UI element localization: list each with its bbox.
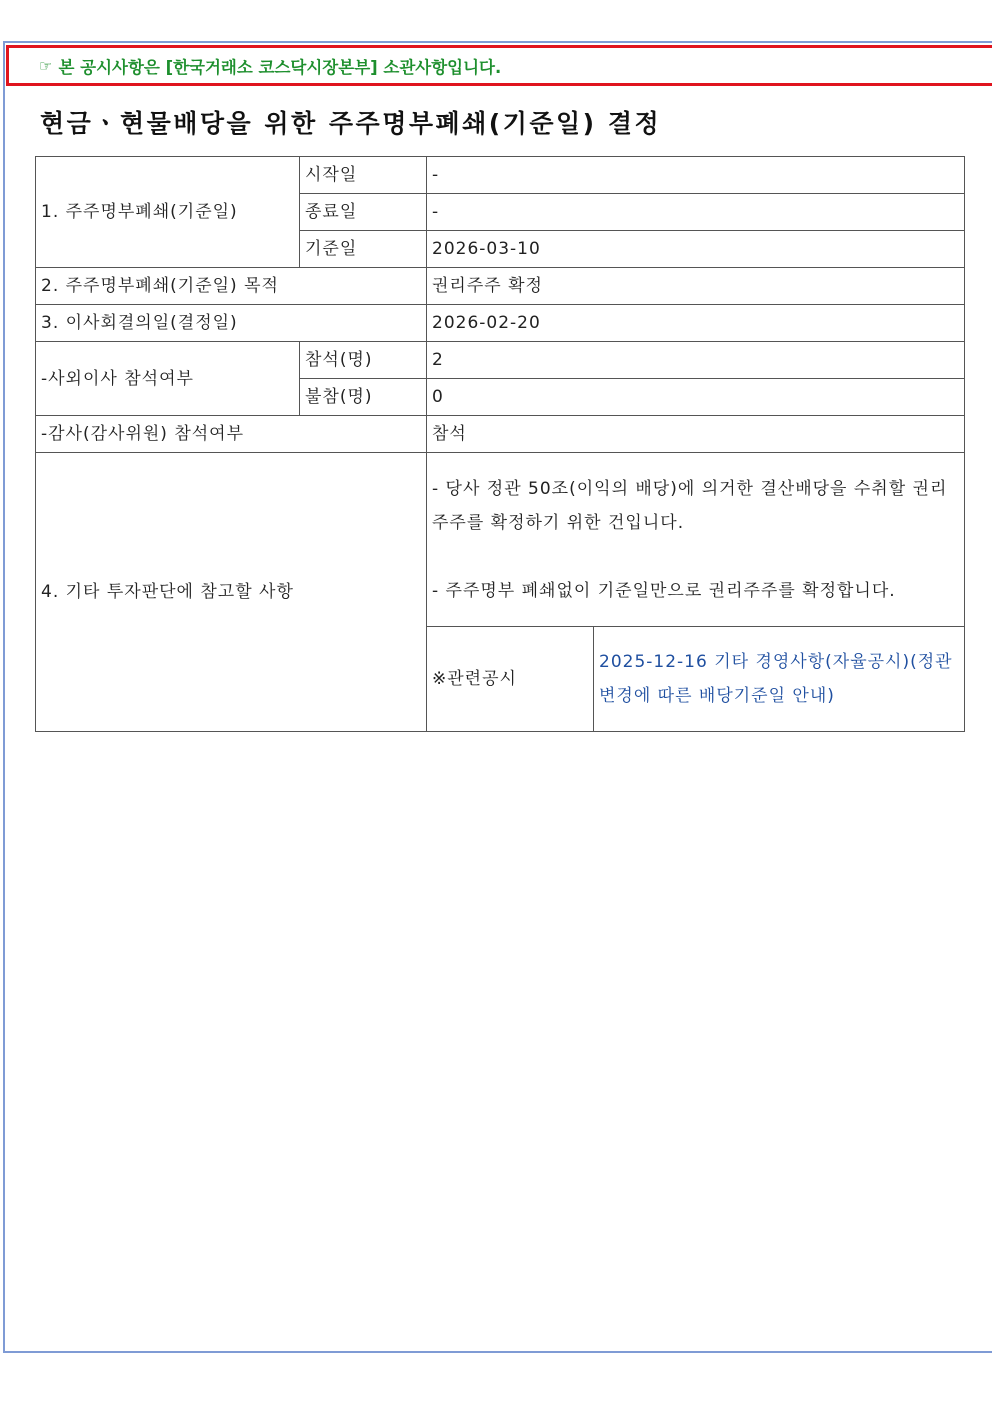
auditor-attendance-value: 참석	[427, 416, 965, 453]
purpose-label: 2. 주주명부폐쇄(기준일) 목적	[36, 268, 427, 305]
board-resolution-date-value: 2026-02-20	[427, 305, 965, 342]
other-notes-value	[427, 453, 965, 627]
table-row	[36, 157, 965, 194]
related-disclosure-cell	[594, 627, 965, 732]
absent-count-label: 불참(명)	[300, 379, 427, 416]
page-title: 현금ㆍ현물배당을 위한 주주명부폐쇄(기준일) 결정	[40, 109, 662, 138]
end-date-value: -	[427, 194, 965, 231]
related-disclosure-link[interactable]: 2025-12-16 기타 경영사항(자율공시)(정관 변경에 따른 배당기준일 안내)	[599, 652, 953, 706]
board-resolution-date-label: 3. 이사회결의일(결정일)	[36, 305, 427, 342]
disclosure-table	[35, 156, 965, 732]
jurisdiction-notice	[6, 45, 992, 86]
table-row	[36, 342, 965, 379]
table-row	[36, 453, 965, 627]
present-count-value: 2	[427, 342, 965, 379]
table-row	[36, 416, 965, 453]
purpose-value: 권리주주 확정	[427, 268, 965, 305]
other-notes-label: 4. 기타 투자판단에 참고할 사항	[36, 453, 427, 732]
absent-count-value: 0	[427, 379, 965, 416]
base-date-value: 2026-03-10	[427, 231, 965, 268]
notice-text: 본 공시사항은 [한국거래소 코스닥시장본부] 소관사항입니다.	[58, 57, 502, 77]
end-date-label: 종료일	[300, 194, 427, 231]
note-paragraph-2: - 주주명부 폐쇄없이 기준일만으로 권리주주를 확정합니다.	[432, 580, 896, 601]
start-date-label: 시작일	[300, 157, 427, 194]
pointing-hand-icon: ☞	[39, 56, 53, 75]
auditor-attendance-label: -감사(감사위원) 참석여부	[36, 416, 427, 453]
outside-directors-label: -사외이사 참석여부	[36, 342, 300, 416]
table-row	[36, 305, 965, 342]
table-row	[36, 268, 965, 305]
note-paragraph-1: - 당사 정관 50조(이익의 배당)에 의거한 결산배당을 수취할 권리주주를 확정하기 위한 건입니다.	[432, 478, 948, 533]
present-count-label: 참석(명)	[300, 342, 427, 379]
start-date-value: -	[427, 157, 965, 194]
related-disclosure-label: ※관련공시	[427, 627, 594, 732]
record-date-label: 1. 주주명부폐쇄(기준일)	[36, 157, 300, 268]
base-date-label: 기준일	[300, 231, 427, 268]
